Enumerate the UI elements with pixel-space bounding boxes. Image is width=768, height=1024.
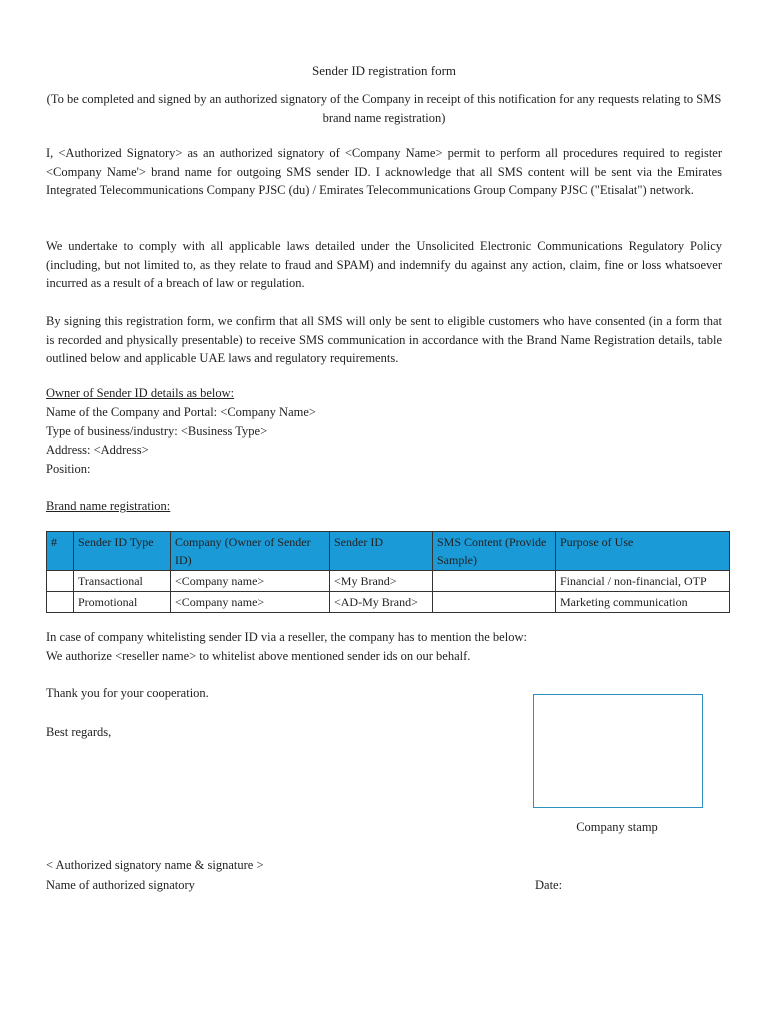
table-cell: <AD-My Brand> [330, 592, 433, 613]
brand-registration-table [46, 531, 730, 613]
table-cell [433, 592, 556, 613]
company-stamp-box [533, 694, 703, 808]
table-cell [47, 571, 74, 592]
header-sms-content: SMS Content (Provide Sample) [433, 532, 556, 571]
compliance-paragraph: We undertake to comply with all applicable laws detailed under the Unsolicited Electronic Communications Regulatory Policy (including, but not limited to, as they relate to fraud and SPAM) and indemnify du against any action, claim, fine or loss whatsoever incurred as a result of a breach of law or regulation. [46, 239, 722, 290]
table-row [47, 571, 730, 592]
owner-address: Address: <Address> [46, 443, 149, 457]
regards-text: Best regards, [46, 725, 112, 739]
table-cell: Marketing communication [556, 592, 730, 613]
form-title: Sender ID registration form [311, 63, 457, 78]
signatory-name-signature: < Authorized signatory name & signature > [46, 858, 264, 872]
brand-heading: Brand name registration: [46, 499, 171, 513]
header-sender-id: Sender ID [330, 532, 433, 571]
reseller-line-1: In case of company whitelisting sender ID via a reseller, the company has to mention the below: [46, 630, 527, 644]
signatory-name-label: Name of authorized signatory [46, 878, 195, 892]
authorization-paragraph: I, <Authorized Signatory> as an authorized signatory of <Company Name> permit to perform all procedures required to register <Company Name'> brand name for outgoing SMS sender ID. I acknowledge that all SMS content will be sent via the Emirates Integrated Telecommunications Company PJSC (du) / Emirates Telecommunications Group Company PJSC ("Etisalat") network. [46, 146, 722, 197]
header-company: Company (Owner of Sender ID) [171, 532, 330, 571]
reseller-line-2: We authorize <reseller name> to whitelist above mentioned sender ids on our behalf. [46, 649, 471, 663]
owner-position: Position: [46, 462, 91, 476]
table-cell: <My Brand> [330, 571, 433, 592]
date-label: Date: [535, 878, 563, 892]
header-number: # [47, 532, 74, 571]
owner-company: Name of the Company and Portal: <Company Name> [46, 405, 316, 419]
owner-heading: Owner of Sender ID details as below: [46, 386, 235, 400]
table-cell: Promotional [74, 592, 171, 613]
header-sender-id-type: Sender ID Type [74, 532, 171, 571]
header-purpose: Purpose of Use [556, 532, 730, 571]
table-cell: <Company name> [171, 592, 330, 613]
form-subtitle: (To be completed and signed by an authorized signatory of the Company in receipt of this notification for any requests relating to SMS brand name registration) [46, 92, 722, 125]
table-header-row [47, 532, 730, 571]
table-cell: Financial / non-financial, OTP [556, 571, 730, 592]
consent-paragraph: By signing this registration form, we confirm that all SMS will only be sent to eligible customers who have consented (in a form that is recorded and physically presentable) to receive SMS communication in accordance with the Brand Name Registration details, table outlined below and applicable UAE laws and regulatory requirements. [46, 314, 722, 365]
table-cell: Transactional [74, 571, 171, 592]
table-row [47, 592, 730, 613]
company-stamp-label: Company stamp [576, 820, 658, 834]
table-cell: <Company name> [171, 571, 330, 592]
table-cell [433, 571, 556, 592]
thanks-text: Thank you for your cooperation. [46, 686, 209, 700]
owner-business: Type of business/industry: <Business Type> [46, 424, 268, 438]
table-cell [47, 592, 74, 613]
